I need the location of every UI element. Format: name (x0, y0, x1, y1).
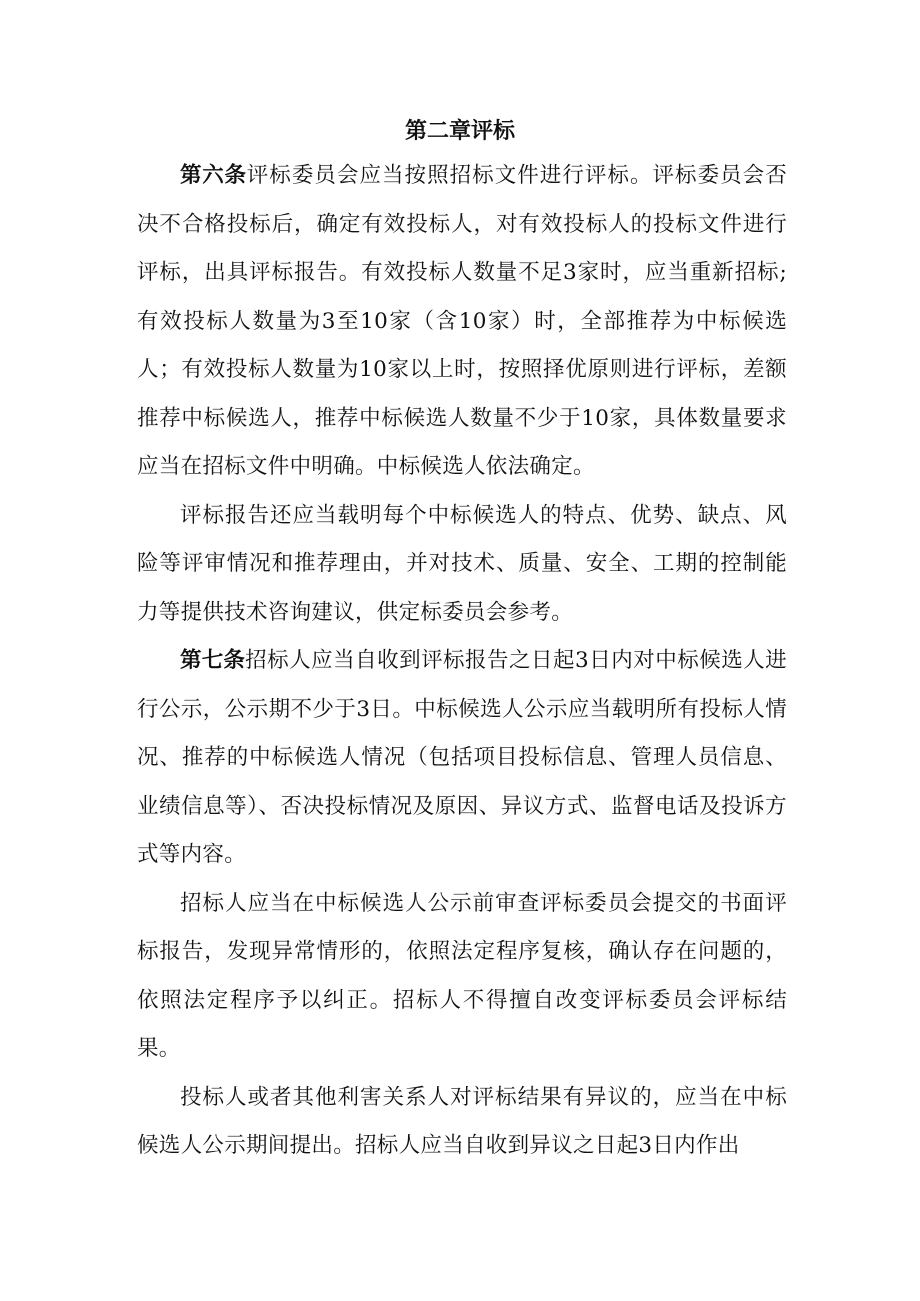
paragraph-text: 评标报告还应当载明每个中标候选人的特点、优势、缺点、风险等评审情况和推荐理由，并对技术、质量、安全、工期的控制能力等提供技术咨询建议，供定标委员会参考。 (137, 502, 787, 625)
article-number: 第六条 (180, 163, 247, 188)
paragraph-article-7 (137, 637, 787, 880)
paragraph-text: 招标人应当在中标候选人公示前审查评标委员会提交的书面评标报告，发现异常情形的，依照法定程序复核，确认存在问题的，依照法定程序予以纠正。招标人不得擅自改变评标委员会评标结果。 (137, 890, 787, 1061)
paragraph-review-report (137, 880, 787, 1074)
paragraph-evaluation-report (137, 492, 787, 638)
article-number: 第七条 (180, 648, 246, 673)
paragraph-text: 招标人应当自收到评标报告之日起3日内对中标候选人进行公示，公示期不少于3日。中标候选人公示应当载明所有投标人情况、推荐的中标候选人情况（包括项目投标信息、管理人员信息、业绩信息等）、否决投标情况及原因、异议方式、监督电话及投诉方式等内容。 (137, 648, 787, 867)
paragraph-text: 投标人或者其他利害关系人对评标结果有异议的，应当在中标候选人公示期间提出。招标人应当自收到异议之日起3日内作出 (137, 1084, 787, 1158)
paragraph-objection (137, 1074, 787, 1171)
paragraph-article-6 (137, 152, 787, 492)
paragraph-text: 评标委员会应当按照招标文件进行评标。评标委员会否决不合格投标后，确定有效投标人，对有效投标人的投标文件进行评标，出具评标报告。有效投标人数量不足3家时，应当重新招标;有效投标人数量为3至10家（含10家）时，全部推荐为中标候选人；有效投标人数量为10家以上时，按照择优原则进行评标，差额推荐中标候选人，推荐中标候选人数量不少于10家，具体数量要求应当在招标文件中明确。中标候选人依法确定。 (137, 163, 787, 479)
document-body (137, 152, 787, 1171)
chapter-title: 第二章评标 (404, 119, 515, 144)
